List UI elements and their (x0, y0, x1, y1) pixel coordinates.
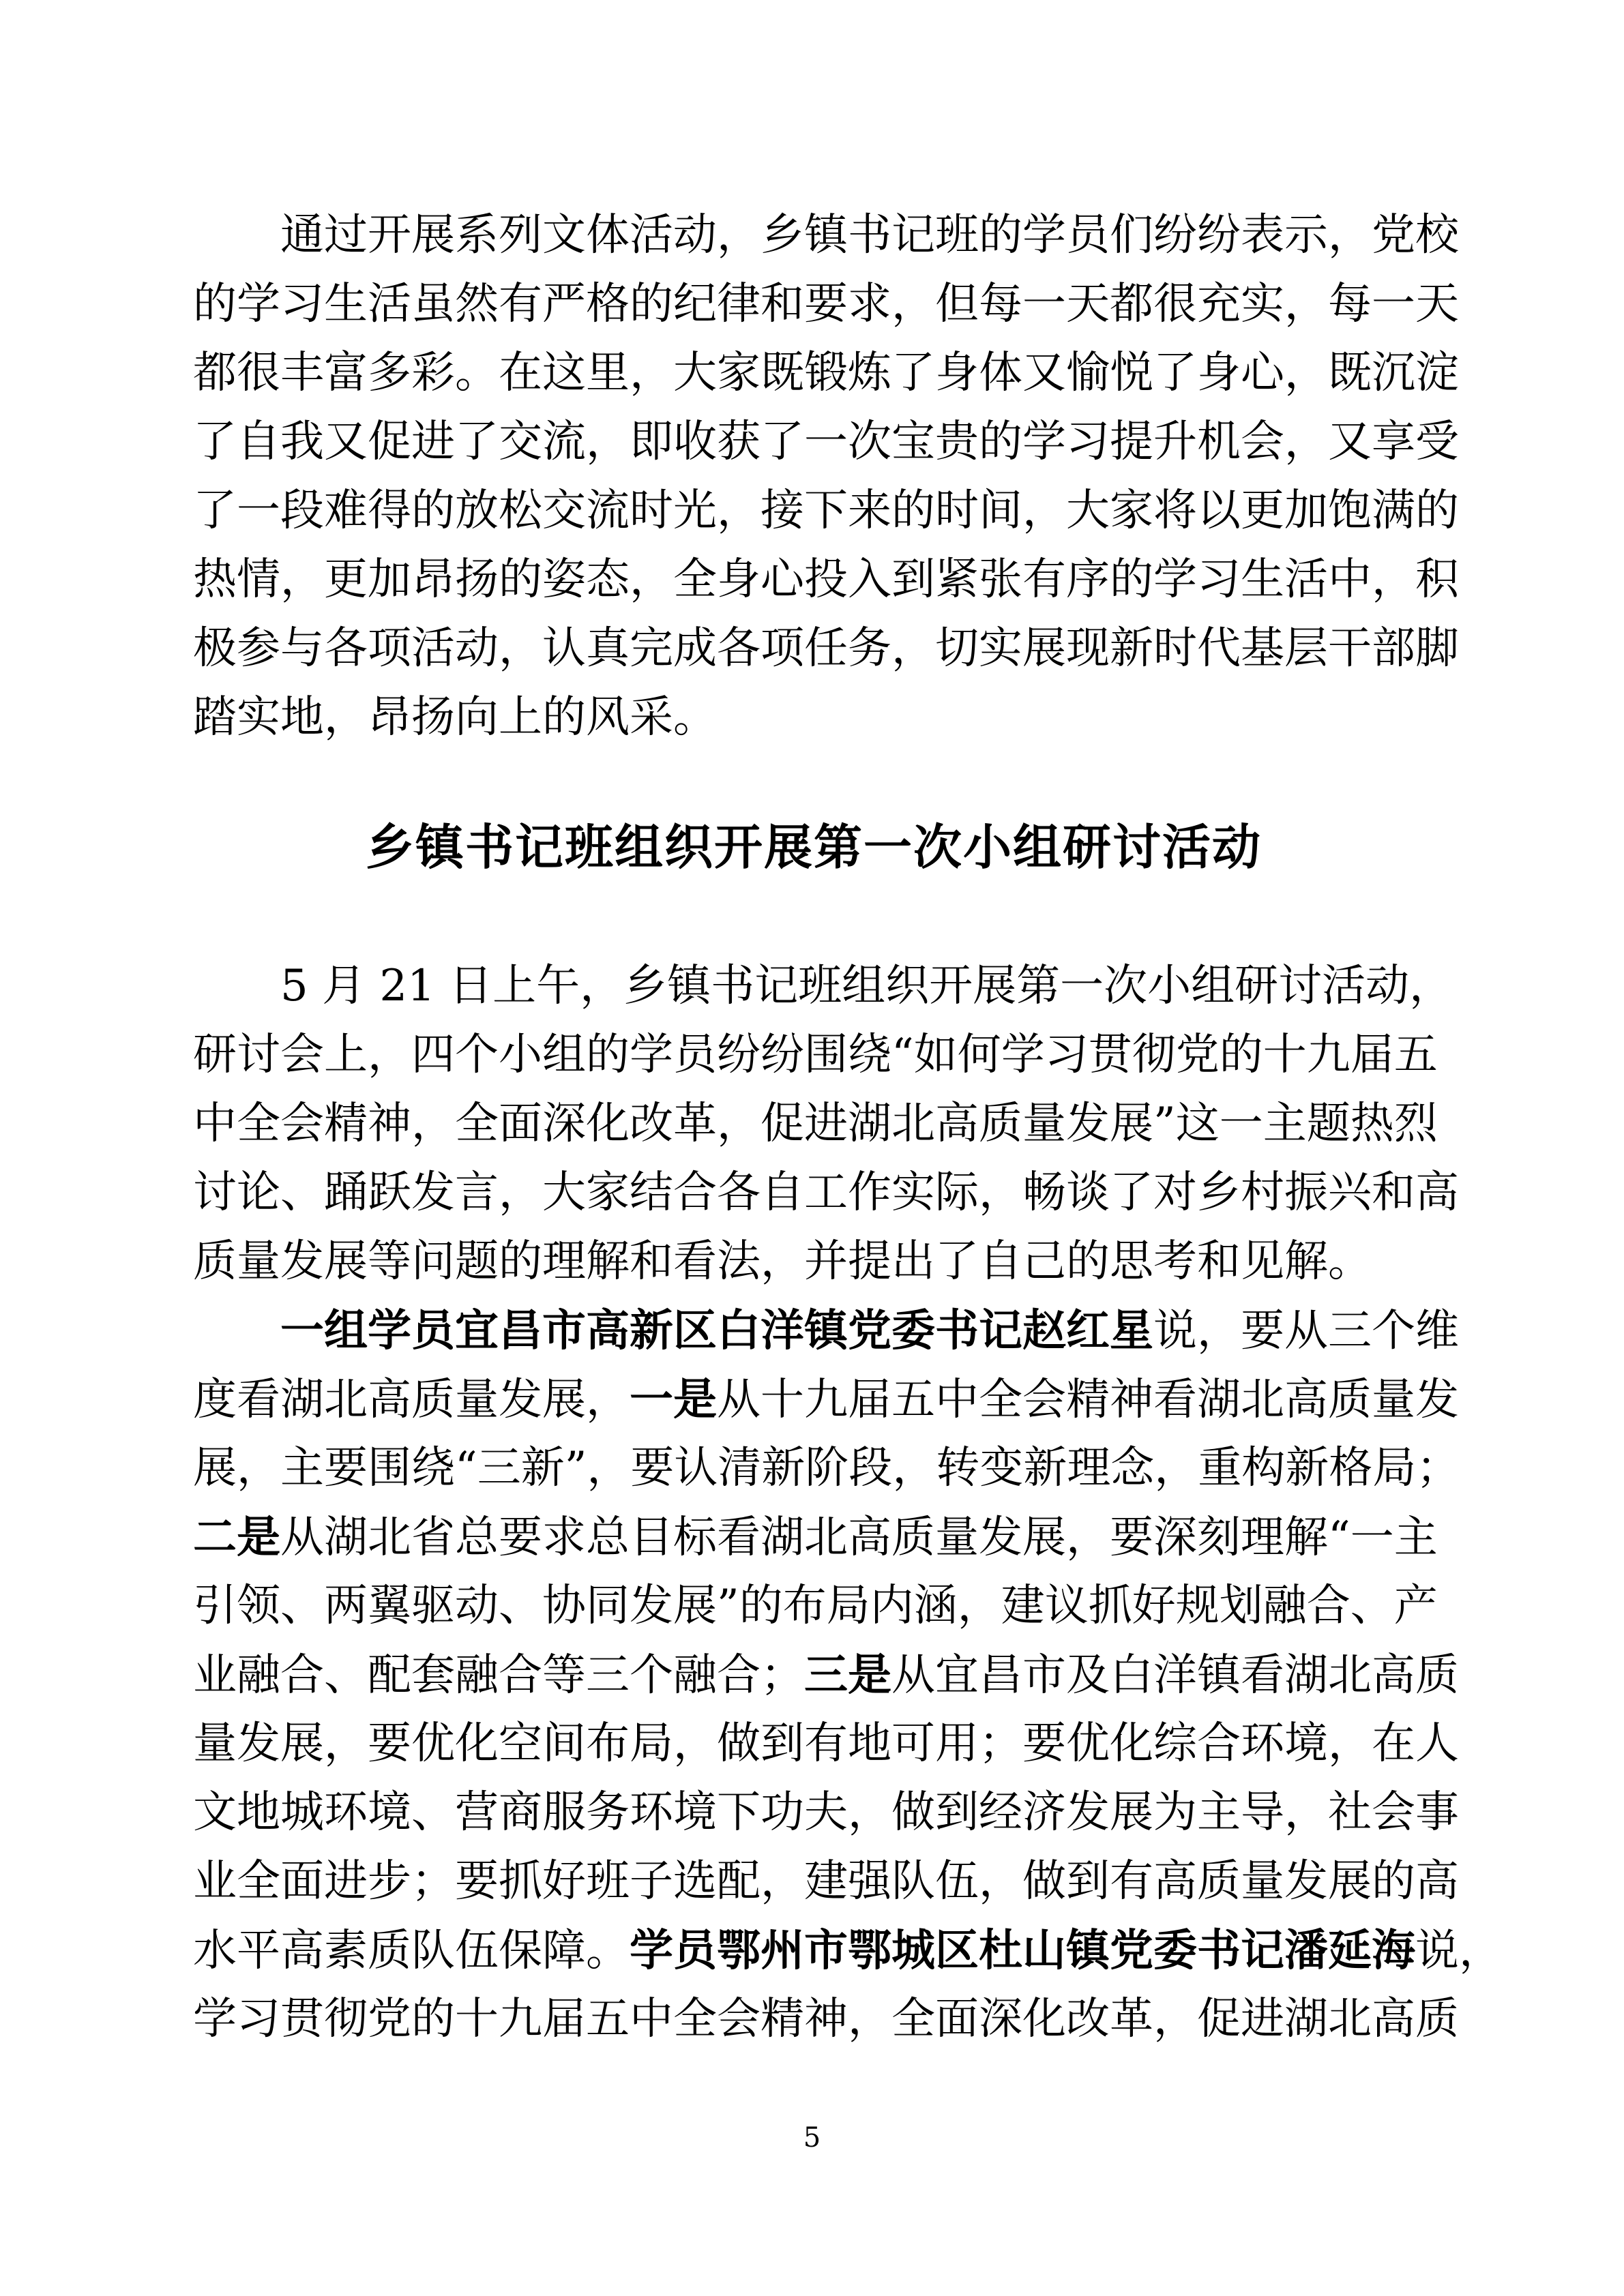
text-line (193, 201, 1459, 270)
text-segment: 研讨会上，四个小组的学员纷纷围绕“如何学习贯彻党的十九届五 (193, 1030, 1438, 1080)
text-line (193, 1847, 1459, 1916)
document-content (193, 201, 1503, 2054)
bold-text-segment: 一是 (630, 1374, 717, 1425)
text-segment: 了自我又促进了交流，即收获了一次宝贵的学习提升机会，又享受 (193, 417, 1459, 467)
text-line (193, 270, 1459, 339)
text-segment: 引领、两翼驱动、协同发展”的布局内涵，建议抓好规划融合、产 (193, 1581, 1438, 1631)
text-segment: 学习贯彻党的十九届五中全会精神，全面深化改革，促进湖北高质 (193, 1994, 1459, 2044)
text-line (193, 614, 1459, 683)
text-segment: 热情，更加昂扬的姿态，全身心投入到紧张有序的学习生活中，积 (193, 554, 1459, 605)
text-line (193, 1985, 1459, 2054)
text-segment: 水平高素质队伍保障。 (193, 1926, 630, 1976)
text-line (193, 1090, 1438, 1159)
text-line (193, 1916, 1503, 1985)
text-line (193, 546, 1459, 614)
text-line (193, 1021, 1438, 1090)
text-segment: 5 月 21 日上午，乡镇书记班组织开展第一次小组研讨活动， (280, 961, 1453, 1011)
text-segment: 说，要从三个维 (1153, 1306, 1459, 1356)
text-line (193, 339, 1459, 408)
text-line (193, 952, 1453, 1021)
text-line (193, 1227, 1434, 1296)
text-line (193, 1641, 1459, 1710)
text-segment: 通过开展系列文体活动，乡镇书记班的学员们纷纷表示，党校 (280, 210, 1459, 260)
text-segment: 说， (1415, 1926, 1503, 1976)
text-segment: 都很丰富多彩。在这里，大家既锻炼了身体又愉悦了身心，既沉淀 (193, 348, 1459, 398)
paragraph-speakers-remarks (193, 1296, 1503, 2054)
text-segment: 从宜昌市及白洋镇看湖北高质 (891, 1650, 1459, 1701)
text-line (193, 1365, 1459, 1434)
bold-text-segment: 二是 (193, 1512, 280, 1563)
text-segment: 讨论、踊跃发言，大家结合各自工作实际，畅谈了对乡村振兴和高 (193, 1167, 1459, 1218)
section-heading: 乡镇书记班组织开展第一次小组研讨活动 (365, 819, 1262, 876)
paragraph-activities-summary (193, 201, 1459, 752)
text-segment: 量发展，要优化空间布局，做到有地可用；要优化综合环境，在人 (193, 1718, 1459, 1769)
text-segment: 度看湖北高质量发展， (193, 1375, 630, 1425)
text-segment: 从湖北省总要求总目标看湖北高质量发展，要深刻理解“一主 (280, 1512, 1438, 1563)
text-segment: 业融合、配套融合等三个融合； (193, 1650, 804, 1701)
paragraph-discussion-intro (193, 952, 1459, 1296)
text-line (193, 1159, 1459, 1227)
page-number: 5 (803, 2122, 821, 2153)
text-line (193, 1296, 1459, 1365)
text-segment: 了一段难得的放松交流时光，接下来的时间，大家将以更加饱满的 (193, 486, 1459, 536)
text-segment: 中全会精神，全面深化改革，促进湖北高质量发展”这一主题热烈 (193, 1099, 1438, 1149)
text-line (193, 1710, 1459, 1778)
text-line (193, 1572, 1438, 1641)
text-segment: 文地城环境、营商服务环境下功夫，做到经济发展为主导，社会事 (193, 1787, 1459, 1838)
bold-text-segment: 学员鄂州市鄂城区杜山镇党委书记潘延海 (630, 1925, 1415, 1976)
text-line (193, 477, 1459, 546)
text-segment: 从十九届五中全会精神看湖北高质量发 (717, 1375, 1459, 1425)
text-line (193, 683, 1434, 752)
text-segment: 展，主要围绕“三新”，要认清新阶段，转变新理念，重构新格局； (193, 1443, 1460, 1493)
text-line (193, 1778, 1459, 1847)
bold-text-segment: 一组学员宜昌市高新区白洋镇党委书记赵红星 (280, 1305, 1153, 1356)
text-segment: 踏实地，昂扬向上的风采。 (193, 692, 717, 743)
text-segment: 质量发展等问题的理解和看法，并提出了自己的思考和见解。 (193, 1236, 1372, 1287)
text-line (193, 408, 1459, 477)
text-line (193, 1434, 1460, 1503)
text-segment: 业全面进步；要抓好班子选配，建强队伍，做到有高质量发展的高 (193, 1856, 1459, 1907)
bold-text-segment: 三是 (804, 1650, 891, 1701)
text-segment: 极参与各项活动，认真完成各项任务，切实展现新时代基层干部脚 (193, 623, 1459, 674)
text-line (193, 1503, 1438, 1572)
text-segment: 的学习生活虽然有严格的纪律和要求，但每一天都很充实，每一天 (193, 279, 1459, 329)
